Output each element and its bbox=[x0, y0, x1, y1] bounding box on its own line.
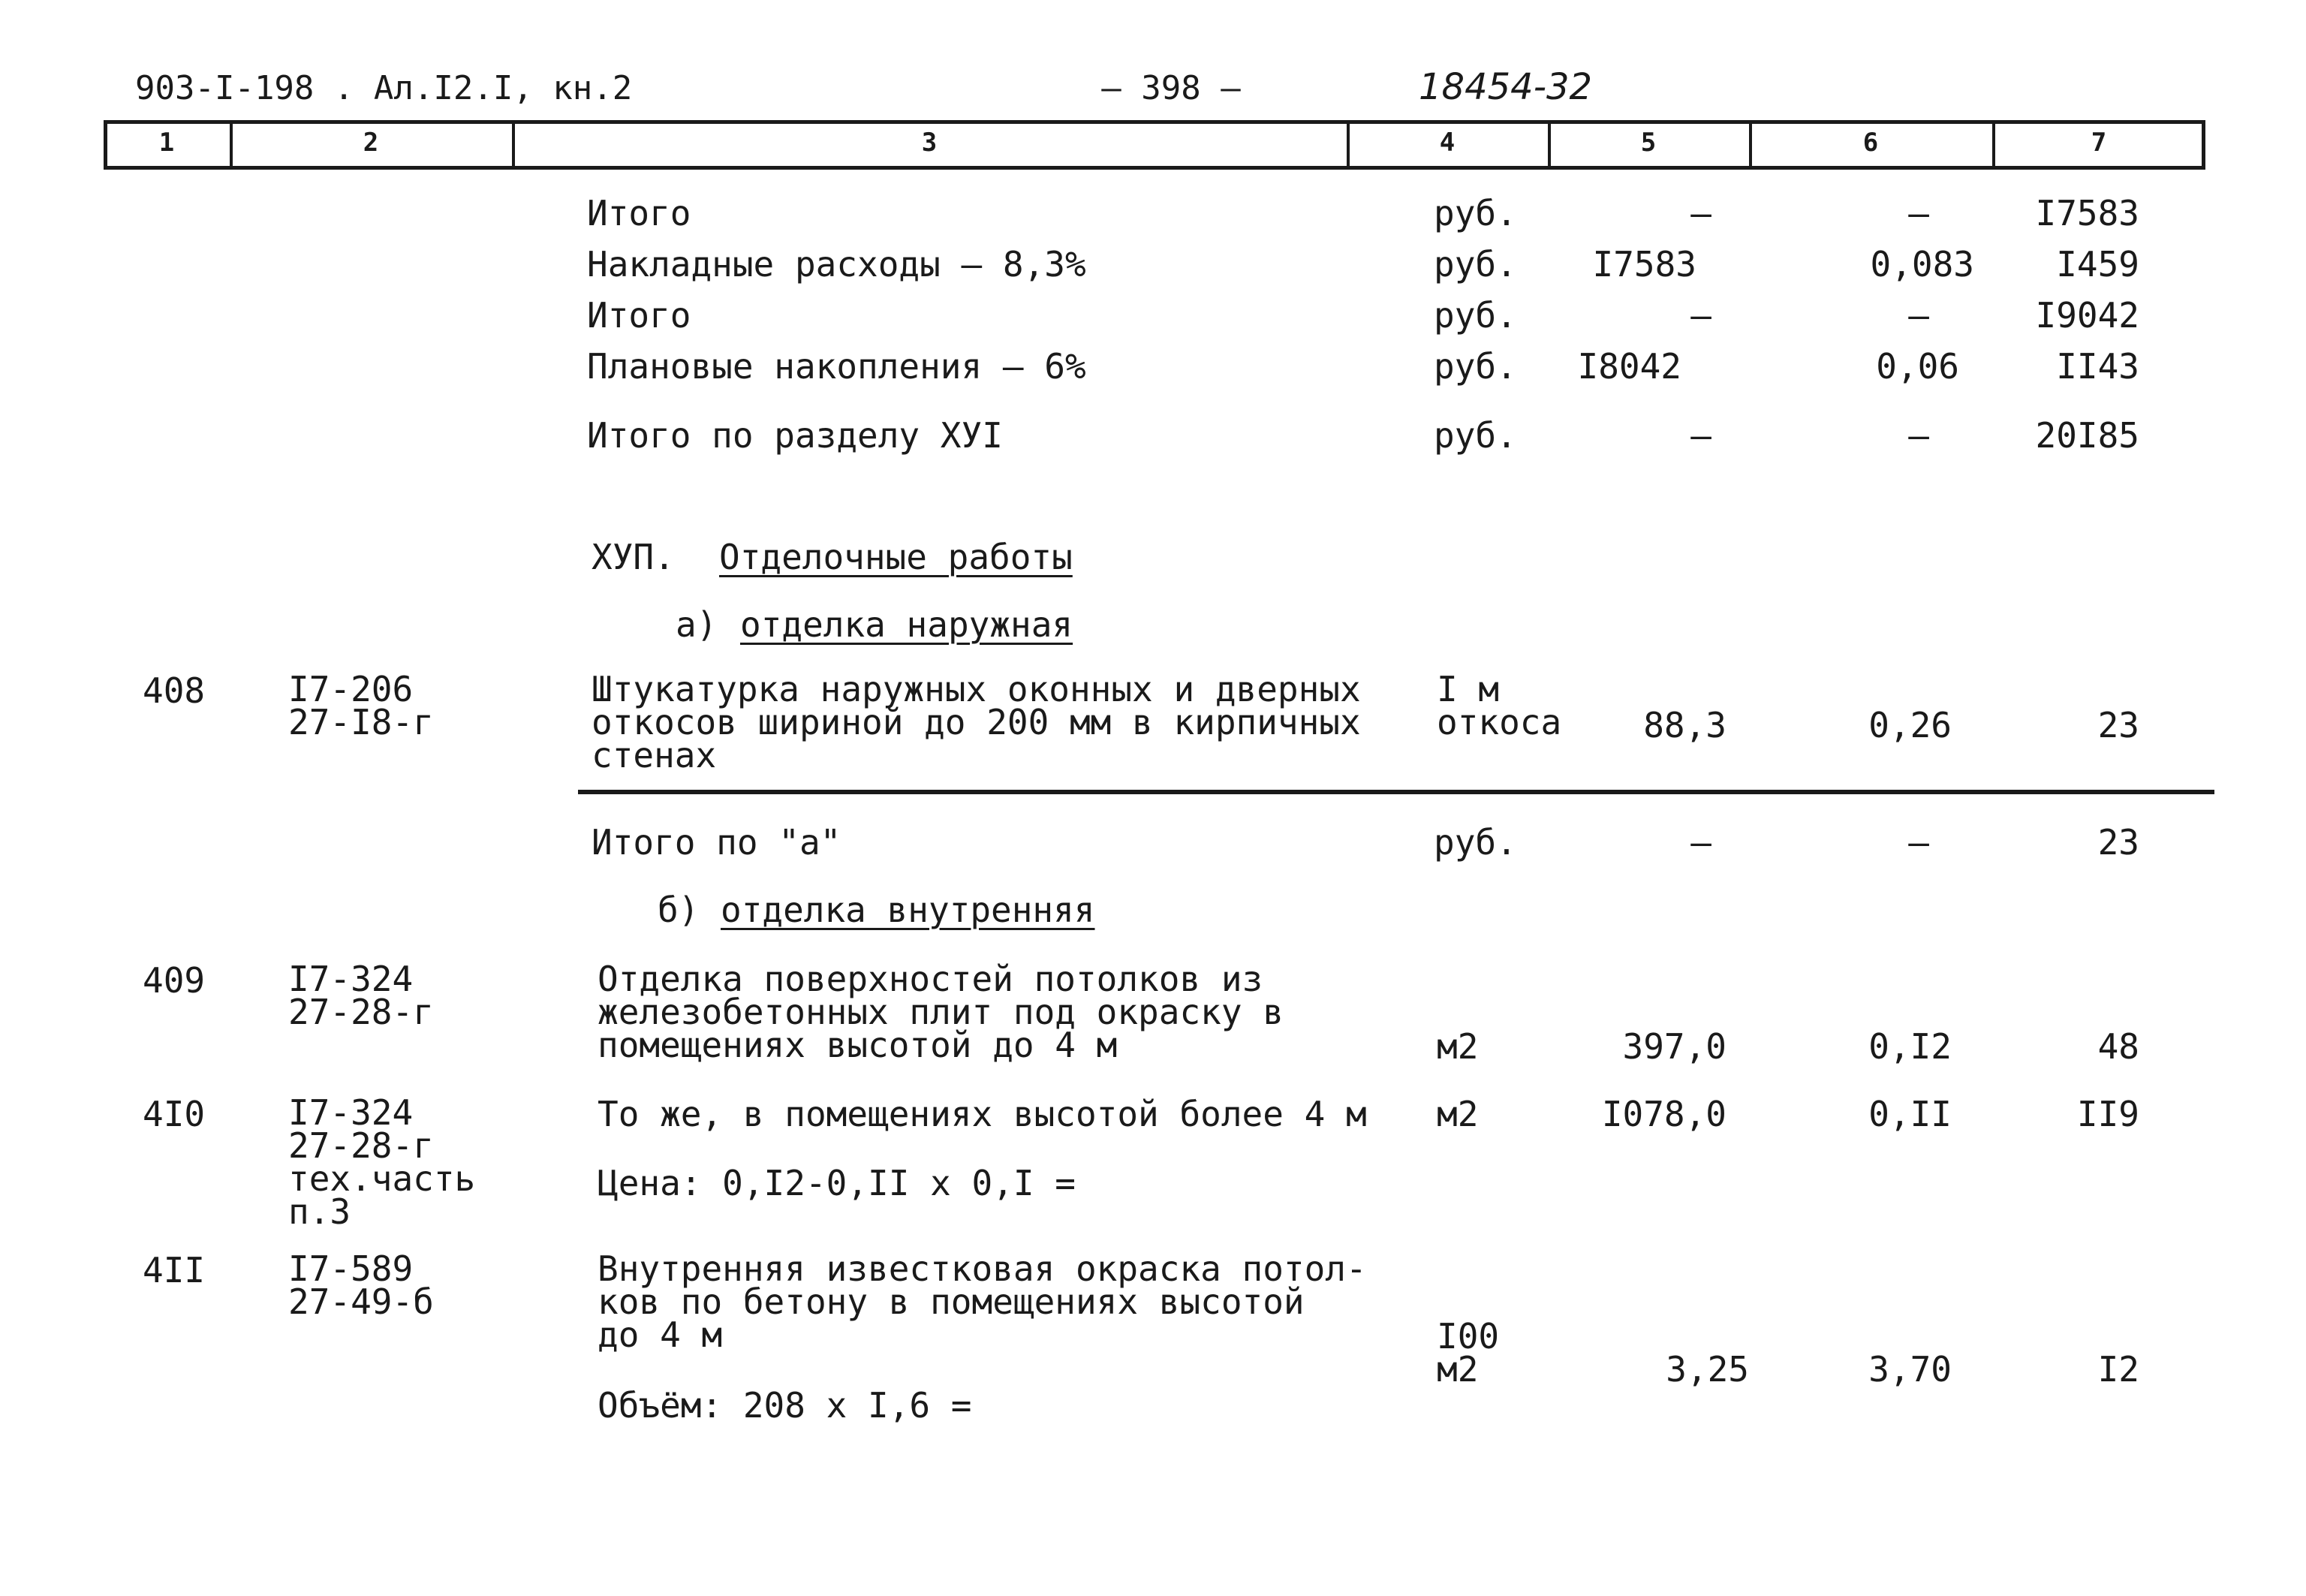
item-code: I7-206 27-I8-г bbox=[288, 669, 434, 742]
item-price: 0,26 bbox=[1868, 705, 1952, 745]
column-number-4: 4 bbox=[1439, 128, 1456, 158]
item-total: 23 bbox=[2097, 705, 2139, 745]
page-number: — 398 — bbox=[1101, 69, 1241, 107]
item-price: 0,II bbox=[1868, 1094, 1952, 1134]
column-number-6: 6 bbox=[1862, 128, 1879, 158]
item-unit: м2 bbox=[1437, 1094, 1479, 1134]
column-number-1: 1 bbox=[158, 128, 175, 158]
item-code: I7-589 27-49-б bbox=[288, 1248, 434, 1322]
item-volume-note: Объём: 208 x I,6 = bbox=[598, 1385, 972, 1426]
summary-total: I7583 bbox=[2035, 193, 2139, 233]
summary-total: I459 bbox=[2056, 244, 2139, 285]
subtotal-price: – bbox=[1908, 822, 1929, 863]
summary-unit: руб. bbox=[1434, 244, 1517, 285]
summary-name: Накладные расходы – 8,3% bbox=[587, 244, 1086, 285]
subsection-b-prefix: б) bbox=[658, 890, 700, 930]
subtotal-total: 23 bbox=[2097, 822, 2139, 863]
summary-price: – bbox=[1908, 295, 1929, 336]
item-quantity: 3,25 bbox=[1666, 1349, 1749, 1390]
item-unit: м2 bbox=[1437, 1026, 1479, 1067]
item-price: 3,70 bbox=[1868, 1349, 1952, 1390]
summary-price: – bbox=[1908, 193, 1929, 233]
column-number-3: 3 bbox=[921, 128, 938, 158]
item-code: I7-324 27-28-г тех.часть п.3 bbox=[288, 1092, 476, 1232]
summary-total: I9042 bbox=[2035, 295, 2139, 336]
subsection-a-title: отделка наружная bbox=[740, 604, 1073, 645]
handwritten-number: 18454-32 bbox=[1419, 66, 1593, 108]
item-number: 4II bbox=[143, 1250, 206, 1290]
summary-total: 20I85 bbox=[2035, 415, 2139, 456]
item-price-note: Цена: 0,I2-0,II x 0,I = bbox=[598, 1163, 1076, 1203]
item-description: То же, в помещениях высотой более 4 м bbox=[598, 1094, 1367, 1134]
summary-name: Итого по разделу XУI bbox=[587, 415, 1003, 456]
summary-total: II43 bbox=[2056, 346, 2139, 387]
summary-name: Плановые накопления – 6% bbox=[587, 346, 1086, 387]
subtotal-name: Итого по "а" bbox=[592, 822, 841, 863]
summary-price: 0,06 bbox=[1876, 346, 1959, 387]
summary-name: Итого bbox=[587, 193, 691, 233]
item-total: 48 bbox=[2097, 1026, 2139, 1067]
subtotal-qty: – bbox=[1690, 822, 1711, 863]
column-number-5: 5 bbox=[1640, 128, 1657, 158]
section-number: XУП. bbox=[592, 537, 675, 577]
item-description: Отделка поверхностей потолков из железобетонных плит под окраску в помещениях высотой до 4 м bbox=[598, 959, 1284, 1065]
item-unit: I00 м2 bbox=[1437, 1316, 1500, 1390]
subsection-b-title: отделка внутренняя bbox=[721, 890, 1095, 930]
summary-name: Итого bbox=[587, 295, 691, 336]
column-number-2: 2 bbox=[363, 128, 379, 158]
item-unit: I м откоса bbox=[1437, 669, 1562, 742]
subtotal-unit: руб. bbox=[1434, 822, 1517, 863]
summary-qty: I8042 bbox=[1577, 346, 1681, 387]
subsection-a-prefix: а) bbox=[676, 604, 718, 645]
summary-unit: руб. bbox=[1434, 346, 1517, 387]
item-quantity: 397,0 bbox=[1622, 1026, 1726, 1067]
item-code: I7-324 27-28-г bbox=[288, 959, 434, 1032]
summary-qty: – bbox=[1690, 415, 1711, 456]
summary-qty: – bbox=[1690, 295, 1711, 336]
summary-qty: – bbox=[1690, 193, 1711, 233]
item-description: Внутренняя известковая окраска потол- ков по бетону в помещениях высотой до 4 м bbox=[598, 1248, 1367, 1355]
project-code: 903-I-198 . Ал.I2.I, кн.2 bbox=[135, 69, 633, 107]
divider-rule bbox=[578, 790, 2214, 794]
summary-unit: руб. bbox=[1434, 295, 1517, 336]
summary-qty: I7583 bbox=[1592, 244, 1696, 285]
section-title: Отделочные работы bbox=[719, 537, 1073, 577]
item-price: 0,I2 bbox=[1868, 1026, 1952, 1067]
item-total: II9 bbox=[2076, 1094, 2139, 1134]
item-number: 409 bbox=[143, 960, 206, 1001]
column-number-7: 7 bbox=[2091, 128, 2107, 158]
summary-unit: руб. bbox=[1434, 193, 1517, 233]
item-description: Штукатурка наружных оконных и дверных откосов шириной до 200 мм в кирпичных стенах bbox=[592, 669, 1361, 775]
item-number: 408 bbox=[143, 670, 206, 711]
item-total: I2 bbox=[2097, 1349, 2139, 1390]
summary-price: 0,083 bbox=[1870, 244, 1974, 285]
item-number: 4I0 bbox=[143, 1094, 206, 1134]
summary-unit: руб. bbox=[1434, 415, 1517, 456]
summary-price: – bbox=[1908, 415, 1929, 456]
item-quantity: I078,0 bbox=[1601, 1094, 1726, 1134]
item-quantity: 88,3 bbox=[1643, 705, 1726, 745]
